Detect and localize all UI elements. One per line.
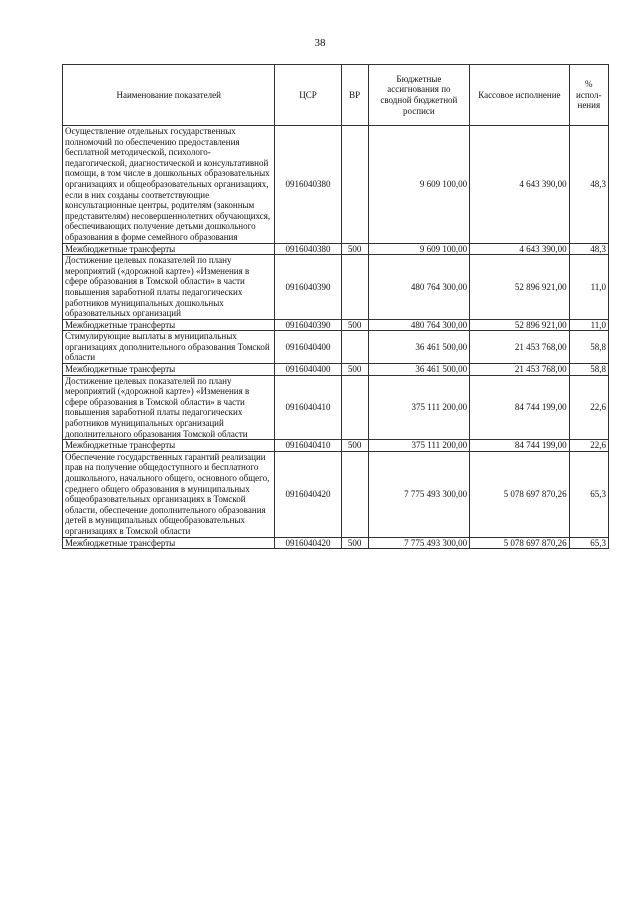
cell-csr: 0916040400 — [275, 331, 341, 364]
cell-plan: 375 111 200,00 — [368, 375, 470, 440]
cell-name: Межбюджетные трансферты — [63, 364, 275, 376]
cell-pct: 65,3 — [569, 451, 608, 537]
header-exec: Кассовое исполнение — [470, 65, 569, 126]
cell-plan: 36 461 500,00 — [368, 331, 470, 364]
budget-execution-table — [62, 64, 609, 549]
cell-vr — [341, 255, 368, 320]
cell-name: Межбюджетные трансферты — [63, 537, 275, 549]
cell-vr: 500 — [341, 440, 368, 452]
table-row — [63, 319, 609, 331]
cell-vr: 500 — [341, 243, 368, 255]
cell-vr: 500 — [341, 364, 368, 376]
table-header-row — [63, 65, 609, 126]
cell-csr: 0916040380 — [275, 126, 341, 244]
cell-plan: 480 764 300,00 — [368, 319, 470, 331]
cell-plan: 9 609 100,00 — [368, 126, 470, 244]
cell-exec: 52 896 921,00 — [470, 319, 569, 331]
cell-plan: 9 609 100,00 — [368, 243, 470, 255]
cell-exec: 21 453 768,00 — [470, 331, 569, 364]
cell-plan: 7 775 493 300,00 — [368, 537, 470, 549]
cell-exec: 5 078 697 870,26 — [470, 537, 569, 549]
cell-pct: 22,6 — [569, 375, 608, 440]
cell-csr: 0916040420 — [275, 537, 341, 549]
cell-name: Осуществление отдельных государственных полномочий по обеспечению предоставления бесплатной методической, психолого-педагогической, диагностической и консультативной помощи, в том числе в дошкольных образовательных организациях и общеобразовательных организациях, если в них созданы соответствующие консультационные центры, родителям (законным представителям) несовершеннолетних обучающихся, обеспечивающих получение детьми дошкольного образования в форме семейного образования — [63, 126, 275, 244]
cell-pct: 65,3 — [569, 537, 608, 549]
cell-vr — [341, 331, 368, 364]
cell-vr — [341, 375, 368, 440]
cell-csr: 0916040390 — [275, 255, 341, 320]
cell-name: Стимулирующие выплаты в муниципальных организациях дополнительного образования Томской области — [63, 331, 275, 364]
cell-name: Обеспечение государственных гарантий реализации прав на получение общедоступного и бесплатного дошкольного, начального общего, основного общего, среднего общего образования в муниципальных общеобразовательных организациях в Томской области, обеспечение дополнительного образования детей в муниципальных общеобразовательных организациях в Томской области — [63, 451, 275, 537]
cell-pct: 48,3 — [569, 126, 608, 244]
cell-csr: 0916040380 — [275, 243, 341, 255]
cell-plan: 36 461 500,00 — [368, 364, 470, 376]
header-vr: ВР — [341, 65, 368, 126]
cell-plan: 480 764 300,00 — [368, 255, 470, 320]
table-body — [63, 126, 609, 549]
table-row — [63, 243, 609, 255]
cell-exec: 4 643 390,00 — [470, 126, 569, 244]
header-csr: ЦСР — [275, 65, 341, 126]
table-row — [63, 451, 609, 537]
cell-exec: 52 896 921,00 — [470, 255, 569, 320]
table-row — [63, 375, 609, 440]
table-row — [63, 440, 609, 452]
cell-pct: 11,0 — [569, 319, 608, 331]
cell-exec: 5 078 697 870,26 — [470, 451, 569, 537]
header-plan: Бюджетные ассигнования по сводной бюджетной росписи — [368, 65, 470, 126]
cell-plan: 7 775 493 300,00 — [368, 451, 470, 537]
cell-vr: 500 — [341, 319, 368, 331]
cell-name: Межбюджетные трансферты — [63, 440, 275, 452]
cell-pct: 58,8 — [569, 364, 608, 376]
cell-name: Достижение целевых показателей по плану мероприятий («дорожной карте») «Изменения в сфере образования в Томской области» в части повышения заработной платы педагогических работников муниципальных организаций дополнительного образования Томской области — [63, 375, 275, 440]
table-row — [63, 364, 609, 376]
cell-csr: 0916040410 — [275, 440, 341, 452]
table-row — [63, 255, 609, 320]
cell-name: Достижение целевых показателей по плану мероприятий («дорожной карте») «Изменения в сфере образования в Томской области» в части повышения заработной платы педагогических работников муниципальных дошкольных образовательных организаций — [63, 255, 275, 320]
cell-name: Межбюджетные трансферты — [63, 243, 275, 255]
table-row — [63, 331, 609, 364]
cell-csr: 0916040400 — [275, 364, 341, 376]
cell-vr — [341, 451, 368, 537]
cell-csr: 0916040410 — [275, 375, 341, 440]
cell-name: Межбюджетные трансферты — [63, 319, 275, 331]
cell-exec: 4 643 390,00 — [470, 243, 569, 255]
cell-csr: 0916040390 — [275, 319, 341, 331]
table-row — [63, 126, 609, 244]
header-pct: % испол-нения — [569, 65, 608, 126]
cell-vr: 500 — [341, 537, 368, 549]
cell-pct: 48,3 — [569, 243, 608, 255]
cell-pct: 11,0 — [569, 255, 608, 320]
table-row — [63, 537, 609, 549]
cell-pct: 22,6 — [569, 440, 608, 452]
cell-exec: 21 453 768,00 — [470, 364, 569, 376]
cell-plan: 375 111 200,00 — [368, 440, 470, 452]
cell-pct: 58,8 — [569, 331, 608, 364]
cell-csr: 0916040420 — [275, 451, 341, 537]
cell-vr — [341, 126, 368, 244]
page-number: 38 — [314, 37, 326, 49]
cell-exec: 84 744 199,00 — [470, 440, 569, 452]
header-name: Наименование показателей — [63, 65, 275, 126]
cell-exec: 84 744 199,00 — [470, 375, 569, 440]
